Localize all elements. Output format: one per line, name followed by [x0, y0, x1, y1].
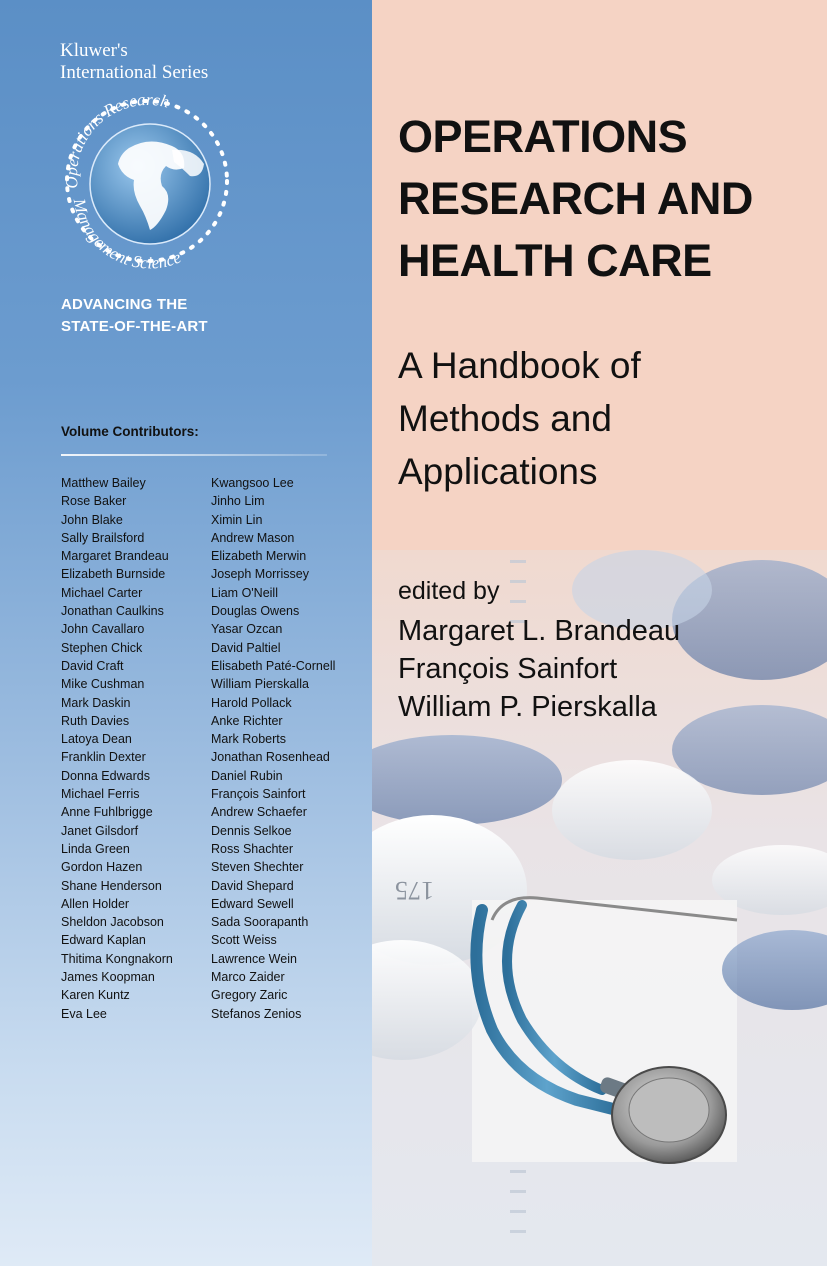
contributors-heading: Volume Contributors:: [61, 424, 199, 439]
title-line-1: OPERATIONS: [398, 111, 688, 162]
seal-top-text: Operations Research: [61, 89, 172, 190]
contributor-name: Ximin Lin: [211, 512, 263, 527]
contributor-name: Edward Kaplan: [61, 933, 146, 948]
contributor-name: Stephen Chick: [61, 640, 143, 655]
contributor-name: Gordon Hazen: [61, 860, 143, 875]
contributor-name: Mike Cushman: [61, 677, 145, 692]
contributor-name: David Paltiel: [211, 640, 281, 655]
editor-name: William P. Pierskalla: [398, 691, 657, 723]
pill-imprint: 175: [395, 876, 434, 905]
contributor-name: Jinho Lim: [211, 494, 265, 509]
contributor-name: Allen Holder: [61, 896, 130, 911]
contributor-name: Elisabeth Paté-Cornell: [211, 658, 336, 673]
contributor-name: Anne Fuhlbrigge: [61, 805, 153, 820]
contributor-name: Thitima Kongnakorn: [61, 951, 173, 966]
contributor-name: Lawrence Wein: [211, 951, 297, 966]
contributor-name: Rose Baker: [61, 494, 127, 509]
book-title: [398, 106, 753, 292]
series-name: [60, 40, 208, 84]
book-subtitle: [398, 339, 641, 498]
contributor-name: Sada Soorapanth: [211, 915, 309, 930]
series-name-line1: Kluwer's: [60, 40, 128, 61]
contributor-name: Liam O'Neill: [211, 585, 278, 600]
contributor-name: Ruth Davies: [61, 713, 130, 728]
contributor-name: Donna Edwards: [61, 768, 150, 783]
contributor-name: Marco Zaider: [211, 970, 285, 985]
contributor-name: David Shepard: [211, 878, 294, 893]
contributor-name: Michael Carter: [61, 585, 143, 600]
contributor-name: Andrew Schaefer: [211, 805, 307, 820]
editor-name: François Sainfort: [398, 653, 618, 685]
contributor-name: Yasar Ozcan: [211, 622, 283, 637]
contributor-name: Karen Kuntz: [61, 988, 130, 1003]
contributor-name: Steven Shechter: [211, 860, 304, 875]
contributor-name: Edward Sewell: [211, 896, 294, 911]
contributor-name: Gregory Zaric: [211, 988, 288, 1003]
edited-by-label: edited by: [398, 577, 500, 605]
contributor-name: Elizabeth Merwin: [211, 549, 307, 564]
cover-sidebar: [0, 0, 372, 1266]
contributor-name: Margaret Brandeau: [61, 549, 169, 564]
contributor-name: Elizabeth Burnside: [61, 567, 166, 582]
subtitle-line-2: Methods and: [398, 398, 612, 439]
contributor-name: John Cavallaro: [61, 622, 145, 637]
contributor-name: Joseph Morrissey: [211, 567, 309, 582]
contributor-name: Linda Green: [61, 841, 130, 856]
series-seal-globe-icon: [54, 88, 240, 274]
contributor-name: Janet Gilsdorf: [61, 823, 139, 838]
contributor-name: Franklin Dexter: [61, 750, 146, 765]
contributor-name: James Koopman: [61, 970, 155, 985]
contributor-name: Jonathan Caulkins: [61, 604, 164, 619]
contributor-name: Michael Ferris: [61, 787, 140, 802]
contributor-name: Sheldon Jacobson: [61, 915, 164, 930]
contributors-divider: [61, 454, 327, 456]
seal-bottom-text: Management Science: [69, 197, 184, 273]
contributor-name: Scott Weiss: [211, 933, 277, 948]
contributor-name: Anke Richter: [211, 713, 283, 728]
contributor-name: Stefanos Zenios: [211, 1006, 302, 1021]
contributor-name: Dennis Selkoe: [211, 823, 292, 838]
contributor-name: Mark Roberts: [211, 732, 287, 747]
tagline-line1: ADVANCING THE: [61, 296, 188, 313]
contributor-name: Latoya Dean: [61, 732, 132, 747]
contributor-name: Sally Brailsford: [61, 530, 145, 545]
contributor-name: Jonathan Rosenhead: [211, 750, 330, 765]
tagline-line2: STATE-OF-THE-ART: [61, 318, 208, 335]
contributor-name: Shane Henderson: [61, 878, 162, 893]
title-line-2: RESEARCH AND: [398, 173, 753, 224]
contributor-name: Matthew Bailey: [61, 476, 146, 490]
contributors-column-1: [61, 474, 173, 1023]
contributor-name: Daniel Rubin: [211, 768, 283, 783]
editors-block: [398, 574, 680, 726]
subtitle-line-3: Applications: [398, 451, 598, 492]
contributor-name: Ross Shachter: [211, 841, 293, 856]
series-tagline: [61, 294, 208, 338]
contributor-name: Harold Pollack: [211, 695, 292, 710]
contributor-name: François Sainfort: [211, 787, 306, 802]
contributor-name: Mark Daskin: [61, 695, 131, 710]
contributor-name: Kwangsoo Lee: [211, 476, 294, 490]
title-line-3: HEALTH CARE: [398, 235, 712, 286]
contributor-name: John Blake: [61, 512, 123, 527]
editor-name: Margaret L. Brandeau: [398, 615, 681, 647]
series-name-line2: International Series: [60, 62, 209, 83]
contributors-column-2: [211, 474, 335, 1023]
contributor-name: Andrew Mason: [211, 530, 295, 545]
contributor-name: Eva Lee: [61, 1006, 107, 1021]
contributor-name: William Pierskalla: [211, 677, 309, 692]
subtitle-line-1: A Handbook of: [398, 345, 641, 386]
contributor-name: Douglas Owens: [211, 604, 300, 619]
contributor-name: David Craft: [61, 658, 124, 673]
